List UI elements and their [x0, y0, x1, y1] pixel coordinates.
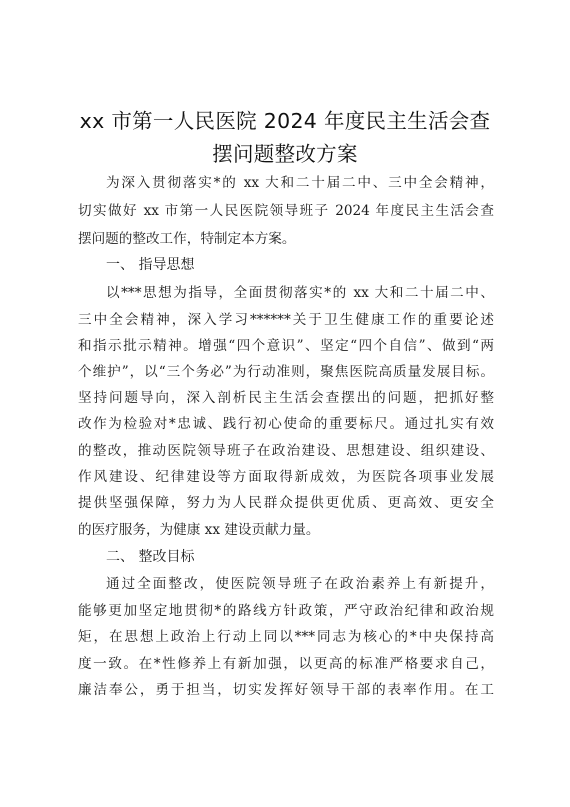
body-line: 通过全面整改，使医院领导班子在政治素养上有新提升，: [106, 576, 494, 592]
document-title-line-2: 摆问题整改方案: [212, 142, 358, 166]
body-line: 坚持问题导向，深入剖析民主生活会查摆出的问题，把抓好整: [78, 390, 494, 406]
body-line: 三中全会精神，深入学习******关于卫生健康工作的重要论述: [78, 312, 494, 328]
body-line: 作风建设、纪律建设等方面取得新成效，为医院各项事业发展: [78, 469, 494, 485]
intro-line: 摆问题的整改工作，特制定本方案。: [78, 231, 296, 247]
body-line: 矩，在思想上政治上行动上同以***同志为核心的*中央保持高: [78, 629, 494, 645]
body-line: 以***思想为指导，全面贯彻落实*的 xx 大和二十届二中、: [106, 285, 494, 301]
section-heading-rectification-goals: 二、 整改目标: [106, 549, 195, 565]
body-line: 改作为检验对*忠诚、践行初心使命的重要标尺。通过扎实有效: [78, 416, 494, 432]
document-title-line-1: xx 市第一人民医院 2024 年度民主生活会查: [79, 109, 491, 133]
intro-line: 切实做好 xx 市第一人民医院领导班子 2024 年度民主生活会查: [78, 203, 494, 219]
intro-line: 为深入贯彻落实*的 xx 大和二十届二中、三中全会精神，: [106, 175, 494, 191]
section-heading-guiding-ideology: 一、 指导思想: [106, 257, 195, 273]
body-line: 个维护”，以“三个务必”为行动准则，聚焦医院高质量发展目标。: [78, 364, 494, 380]
body-line: 廉洁奉公，勇于担当，切实发挥好领导干部的表率作用。在工: [78, 682, 494, 698]
body-line: 和指示批示精神。增强“四个意识”、坚定“四个自信”、做到“两: [78, 338, 494, 354]
body-line: 的医疗服务，为健康 xx 建设贡献力量。: [78, 522, 320, 538]
body-line: 的整改，推动医院领导班子在政治建设、思想建设、组织建设、: [78, 443, 494, 459]
body-line: 能够更加坚定地贯彻*的路线方针政策，严守政治纪律和政治规: [78, 603, 494, 619]
body-line: 度一致。在*性修养上有新加强，以更高的标准严格要求自己，: [78, 656, 494, 672]
body-line: 提供坚强保障，努力为人民群众提供更优质、更高效、更安全: [78, 495, 494, 511]
